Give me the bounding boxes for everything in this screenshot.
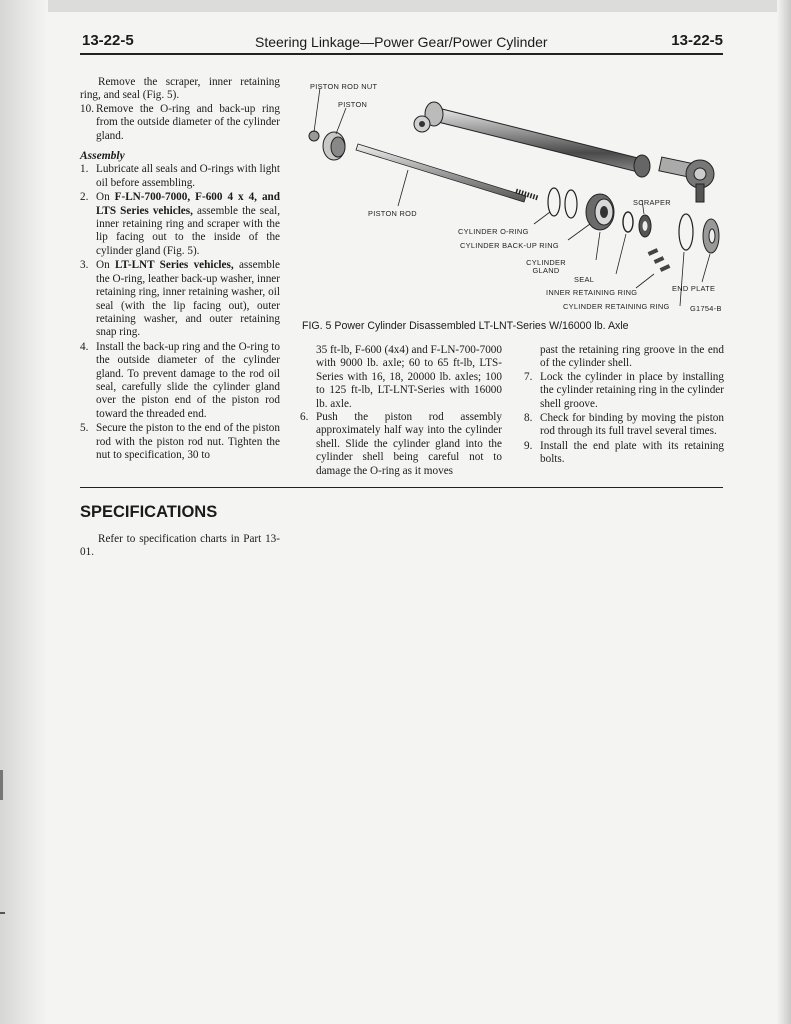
cylinder-retaining-ring — [679, 214, 693, 250]
right-column — [524, 344, 724, 468]
label-cylinder-backup-ring: CYLINDER BACK-UP RING — [460, 241, 559, 250]
label-scraper: SCRAPER — [633, 198, 671, 207]
step-text: Lock the cylinder in place by installing the cylinder retaining ring in the cylinder shell groove. — [540, 370, 724, 410]
step-text: assemble the seal, inner retaining ring and scraper with the lip facing out to the inside of the cylinder gland (Fig. 5). — [96, 204, 280, 257]
label-cylinder-gland: CYLINDER GLAND — [526, 258, 566, 275]
specifications-heading: SPECIFICATIONS — [80, 503, 218, 521]
step-text: assemble the O-ring, leather back-up washer, inner retaining ring, inner retaining washer, oil seal (with the lip facing out), outer retaining washer, and outer retaining snap ring. — [96, 259, 280, 339]
step-text: Push the piston rod assembly approximately half way into the cylinder shell. Slide the cylinder gland into the cylinder shell being careful not to damage the O-ring as it moves — [316, 411, 502, 477]
step-item — [80, 341, 280, 421]
step-text: Lubricate all seals and O-rings with light oil before assembling. — [96, 163, 280, 189]
step-text: Install the end plate with its retaining bolts. — [540, 439, 724, 466]
page-number-right: 13-22-5 — [671, 32, 723, 49]
step-number: 10. — [80, 102, 94, 115]
step-text: Check for binding by moving the piston rod through its full travel several times. — [540, 412, 724, 438]
cylinder-backup-ring — [565, 190, 577, 218]
figure-5-power-cylinder — [298, 74, 726, 319]
label-piston-rod-nut: PISTON ROD NUT — [310, 82, 378, 91]
seal — [623, 212, 633, 232]
step-item — [300, 411, 502, 478]
cylinder-gland — [586, 194, 614, 230]
section-rule — [80, 487, 723, 488]
page-number-left: 13-22-5 — [82, 32, 134, 49]
exploded-view-illustration — [298, 74, 726, 319]
step-number: 9. — [524, 439, 533, 452]
label-cylinder-retaining-ring: CYLINDER RETAINING RING — [563, 302, 670, 311]
step5-continuation: 35 ft-lb, F-600 (4x4) and F-LN-700-7000 with 9000 lb. axle; 60 to 65 ft-lb, LTS-Series with 16, 18, 20000 lb. axles; 100 to 125 ft-lb, LT-LNT-Series with 16000 lb. axle. — [316, 344, 502, 410]
assembly-steps — [80, 163, 280, 462]
step-item — [80, 422, 280, 462]
specifications-text: Refer to specification charts in Part 13-01. — [80, 533, 280, 559]
step-number: 8. — [524, 412, 533, 425]
step-text: Secure the piston to the end of the piston rod with the piston rod nut. Tighten the nut to specification, 30 to — [96, 422, 280, 461]
intro-paragraph: Remove the scraper, inner retaining ring, and seal (Fig. 5). — [80, 76, 280, 102]
step-text: On — [96, 259, 115, 272]
label-seal: SEAL — [574, 275, 595, 284]
scan-top-band — [0, 0, 791, 12]
disassembly-steps — [80, 103, 280, 143]
scan-left-margin — [0, 0, 48, 1024]
figure-code: G1754-B — [690, 304, 722, 313]
page-title: Steering Linkage—Power Gear/Power Cylinder — [255, 34, 548, 50]
step-item — [80, 259, 280, 339]
assembly-steps-continued — [300, 411, 502, 478]
step-number: 1. — [80, 163, 89, 176]
step-text: On — [96, 191, 115, 204]
label-piston-rod: PISTON ROD — [368, 209, 417, 218]
step-item — [524, 440, 724, 467]
end-plate — [703, 219, 719, 253]
step-number: 3. — [80, 259, 89, 272]
vehicle-series-bold: F-LN-700-7000, F-600 4 x 4, and LTS Series vehicles, — [96, 191, 280, 217]
step-number: 2. — [80, 191, 89, 204]
vehicle-series-bold: LT-LNT Series vehicles, — [114, 259, 234, 272]
step-number: 6. — [300, 411, 309, 424]
step-item — [524, 371, 724, 411]
left-column — [80, 76, 280, 463]
step-number: 4. — [80, 340, 89, 353]
step-number: 5. — [80, 422, 89, 435]
scan-right-margin — [777, 0, 791, 1024]
label-piston: PISTON — [338, 100, 368, 109]
header-rule — [80, 53, 723, 55]
step-item — [80, 163, 280, 190]
step6-continuation: past the retaining ring groove in the end of the cylinder shell. — [540, 344, 724, 370]
scan-artifact — [0, 912, 5, 914]
step-text: Install the back-up ring and the O-ring to the outside diameter of the cylinder gland. To prevent damage to the rod oil seal, carefully slide the cylinder gland over the piston end of the piston rod toward the threaded end. — [96, 340, 280, 420]
label-inner-retaining-ring: INNER RETAINING RING — [546, 288, 638, 297]
figure-caption: FIG. 5 Power Cylinder Disassembled LT-LNT-Series W/16000 lb. Axle — [302, 320, 629, 332]
end-fitting — [659, 157, 714, 202]
piston-rod — [356, 144, 538, 202]
step-item — [524, 412, 724, 439]
step-number: 7. — [524, 370, 533, 383]
step-text: Remove the O-ring and back-up ring from the outside diameter of the cylinder gland. — [96, 102, 280, 142]
label-cylinder-oring: CYLINDER O-RING — [458, 227, 529, 236]
cylinder-shell — [414, 102, 650, 177]
step-item — [80, 103, 280, 143]
retaining-bolts — [648, 248, 671, 272]
scan-artifact — [0, 770, 3, 800]
assembly-heading: Assembly — [80, 150, 125, 163]
label-end-plate: END PLATE — [672, 284, 716, 293]
middle-column — [300, 344, 502, 479]
piston — [309, 131, 345, 160]
assembly-steps-final — [524, 371, 724, 467]
step-item — [80, 191, 280, 258]
